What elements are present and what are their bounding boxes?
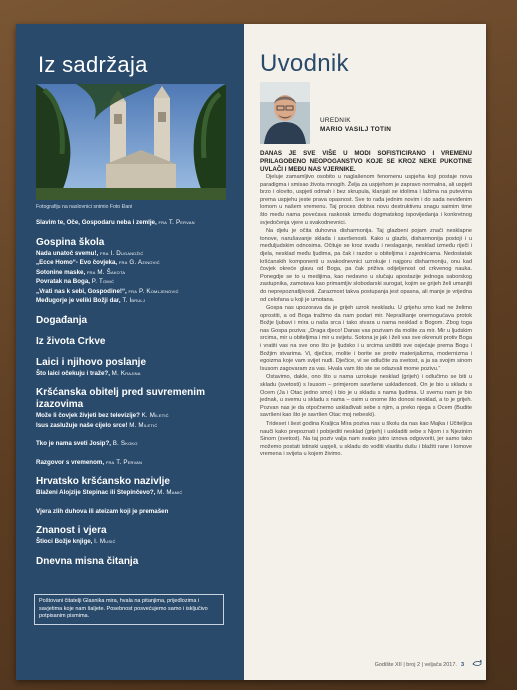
toc-section [36,336,232,348]
section-heading[interactable]: Iz života Crkve [36,335,106,347]
editor-byline [320,117,391,134]
toc-section [36,525,232,547]
section-heading[interactable]: Događanja [36,314,88,326]
toc-entry[interactable]: Blaženi Alojzije Stepinac ili Stepinčevo?, M. Mamić [36,489,183,496]
editor-photo [260,82,310,144]
toc-section [36,439,232,449]
section-heading[interactable]: Laici i njihovo poslanje [36,356,147,368]
toc-section [36,387,232,430]
editorial-text [260,150,472,460]
toc-section [36,507,232,517]
church-towers-image [36,84,226,200]
toc-entry[interactable]: Što laici očekuju i traže?, M. Krajina [36,369,141,377]
page-number: 3 [460,662,464,668]
section-heading[interactable]: Dnevna misna čitanja [36,555,139,567]
toc-entry[interactable]: Međugorje je veliki Božji dar, T. Ibrulj [36,297,146,304]
contents-column [16,24,244,680]
section-heading[interactable]: Znanost i vjera [36,525,107,536]
section-heading[interactable]: Gospina škola [36,236,105,248]
toc-entry[interactable]: „Ecce Homo“- Evo čovjeka, fra G. Azinović [36,259,160,266]
toc-section [36,556,232,568]
toc-section [36,476,232,498]
section-heading[interactable]: Hrvatsko kršćansko nazivlje [36,476,170,487]
toc-entry[interactable]: Tko je nama sveti Josip?, B. Skoko [36,440,138,447]
toc-entry[interactable]: Nada unatoč svemu!, fra I. Dugandžić [36,249,144,257]
reader-notice: Poštovani čitatelji Glasnika mira, hvala na pitanjima, prijedlozima i savjetima koje nam šaljete. Posebnost posvećujemo samo i isključivo potpisanim pismima. [34,594,224,625]
toc-entry[interactable]: Sotonine maske, fra M. Šakota [36,268,126,276]
editorial-column [244,24,486,680]
editorial-title: Uvodnik [260,50,349,77]
toc-entry[interactable]: Može li čovjek živjeti bez televizije? K. Miletić [36,412,169,419]
toc-section [36,315,232,327]
dove-icon [472,658,482,668]
issue-info: Godište XII | broj 2 | veljača 2017. [374,662,457,668]
church-photo [36,84,226,200]
editorial-paragraph: Djeluje zamamljivo osobito u naglašenom fenomenu uspjeha koji postaje nova paradigma i smisao života mnogih. Želja za uspjehom je zapravo normalna, ali uspjeti brzo i olovito, uspjeti odmah i bez skrupula, klanjati se idolima i lažima na putevima prema uspjehu jeste prava opasnost. Sve to rađa jednim novim i do sada neviđenim lomom u našem vremenu. Taj proces dobiva novu destruktivnu snagu saimim time što među nama povećava raskorak između dogmatskog ispovijedanja i konkretnog svjedočenja vjere u svakodnevnici. [260,174,472,226]
toc-section [36,357,232,379]
editor-portrait [260,82,310,144]
editorial-paragraph: Trideset i šest godina Kraljica Mira poziva nas u školu da nas kao Majka i Učiteljica nauči kako prepoznati i pobijediti nesklad (grijeh) i uskladiti sebe s Njom i s Njezinim Sinom (svetost). Na taj poziv valja nam svako jutro iznova odgovoriti, jer samo tako možemo postati istinski uspjeli, u skladu do vođiti vlastitu dušu i blažiti rane i lomove vremena i svijeta u kojem živimo. [260,421,472,458]
toc-entry[interactable]: Povratak na Boga, P. Tomić [36,278,115,285]
toc-entry[interactable]: „Vrati nas k sebi, Gospodine!“, fra P. Komljenović [36,287,179,295]
toc-entry[interactable]: Isus zaslužuje naše cijelo srce! M. Miletić [36,421,158,429]
table-of-contents [36,218,232,577]
editorial-lead: DANAS JE SVE VIŠE U MODI SOFISTICIRANO I VREMENU PRILAGOĐENO NEOPOGANSTVO KOJE SE KROZ NEKE PUKOTINE UVLAČI I MEĐU NAS VJERNIKE. [260,150,472,173]
toc-entry[interactable]: Slavim te, Oče, Gospodaru neba i zemlje, fra T. Pervan [36,219,195,226]
editorial-paragraph: Na djelu je očita duhovna disharmonija. Taj glazbeni pojam znači nesklapne tonove, narušavanje sklada i savršenosti. Kako u glazbi, disharmonija postoji i u međuljudskim odnosima. Očituje se kroz svađu i neslaganje, nesklad između riječi i djela, nesklad među ljudima, pa čak i razdor u obiteljima i zajednicama. Nedostatak kršćanskih komponenti u svakodnevnici uzrokuje i najgoru disharmoniju, onu kad čovjek okreće glavu od Boga, pa čak priživa odijeljenost od crkvenog nauka. Ponegdje se to u medijima, kao nedavno u slučaju apostazije jednoga saborskog zastupnika, zamotava kao primamljiv slobodarski surogat, kojim se grijeh želi umanjiti do neprepoznatljivosti. Zarazmost takva postupanja jest opasna, ali manje je vrijedna od celofana u koji je umotana. [260,228,472,303]
magazine-page [16,24,486,680]
photo-credit: Fotografiju na naslovnici snimio Foto Đani [36,204,133,210]
editorial-paragraph: Ostavimo, dakle, ono što u nama uzrokuje nesklad (grijeh) i odlučimo se biti u skladu (svetosti) s Isusom – primjerom savršene usklađenosti. On je bio u skladu s Ocem (Ja i Otac jedno smo) i bio je u skladu s nama ljudima. U svemu nam je bio jednak, u svemu u skladu s nama – osim u onome što donosi nesklad, a to je grijeh. Pozvan nas je da otpočnemo usklađivati sebe s njim, a preko njega s Ocem (Budite savršeni kao što je savršen Otac moj nebeski). [260,374,472,419]
toc-section [36,237,232,306]
toc-section [36,458,232,468]
contents-title: Iz sadržaja [38,52,148,77]
section-heading[interactable]: Kršćanska obitelj pred suvremenim izazovima [36,387,205,410]
editor-role: UREDNIK [320,117,351,124]
page-footer [375,662,468,668]
editor-name: MARIO VASILJ TOTIN [320,125,392,133]
toc-entry[interactable]: Razgovor s vremenom, fra T. Pervan [36,458,143,466]
toc-entry[interactable]: Vjera zlih duhova ili ateizam koji je premašen [36,507,169,515]
toc-section [36,218,232,228]
editorial-paragraph: Gospa nas upozorava da je grijeh uzrok neskladu. U grijehu smo kad ne želimo oprostiti, a od Boga tražimo da nam podari mir. Nepraštanje onemogućava protok Božje ljubavi i mira u naša srca i tako stvara u nama nesklad s Bogom. Zbog toga nas Gospa poziva: „Draga djeco! Danas vas pozivam da molite za mir. Mir u ljudskim srcima, mir u obiteljima i mir u svijetu. Sotona je jak i želi vas sve okrenuti protiv Boga i vratiti vas na sve ono što je ljudsko i u srcima uništiti sve osjećaje prema Bogu i Božjim stvarima. Vi, dječice, molite i borite se protiv materijalizma, modernizma i egoizma koje vam svijet nudi. Dječice, vi se odlučite za svetost, a ja sa svojim sinom Isusom zagovaram za vas. Hvala vam što ste se odazvali mome pozivu.“ [260,305,472,372]
toc-entry[interactable]: Štioci Božje knjige, I. Musić [36,538,116,545]
